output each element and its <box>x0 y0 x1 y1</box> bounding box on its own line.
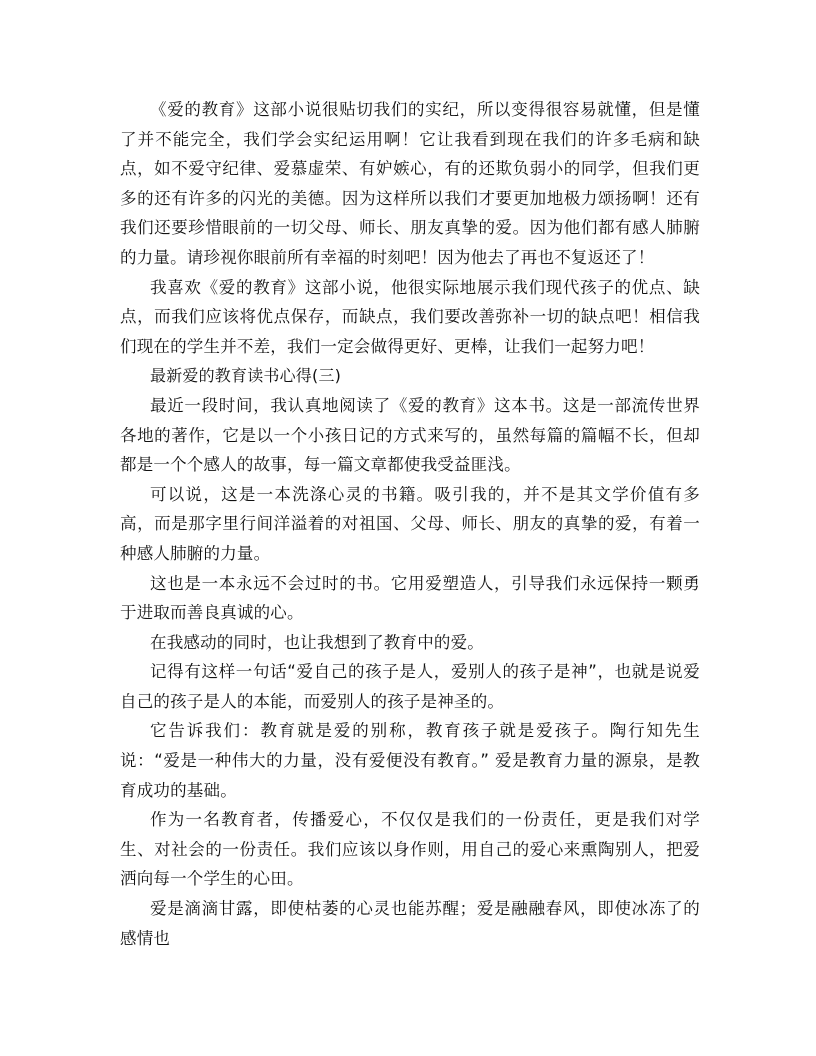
paragraph-like-novel: 我喜欢《爱的教育》这部小说，他很实际地展示我们现代孩子的优点、缺点，而我们应该将优点保存，而缺点，我们要改善弥补一切的缺点吧！相信我们现在的学生并不差，我们一定会做得更好、更棒，让我们一起努力吧！ <box>120 277 700 356</box>
section-heading: 最新爱的教育读书心得(三) <box>150 366 342 386</box>
document-page <box>120 95 700 953</box>
paragraph-moved: 在我感动的同时，也让我想到了教育中的爱。 <box>150 632 484 652</box>
paragraph-love-metaphor: 爱是滴滴甘露，即使枯萎的心灵也能苏醒；爱是融融春风，即使冰冻了的感情也 <box>120 899 700 948</box>
paragraph-soul-cleansing: 可以说，这是一本洗涤心灵的书籍。吸引我的，并不是其文学价值有多高，而是那字里行间洋溢着的对祖国、父母、师长、朋友的真挚的爱，有着一种感人肺腑的力量。 <box>120 484 700 563</box>
paragraph-education-love: 它告诉我们：教育就是爱的别称，教育孩子就是爱孩子。陶行知先生说：“爱是一种伟大的力量，没有爱便没有教育。” 爱是教育力量的源泉，是教育成功的基础。 <box>120 721 700 800</box>
paragraph-quote: 记得有这样一句话“爱自己的孩子是人，爱别人的孩子是神”，也就是说爱自己的孩子是人的本能，而爱别人的孩子是神圣的。 <box>120 662 700 711</box>
paragraph-recent-reading: 最近一段时间，我认真地阅读了《爱的教育》这本书。这是一部流传世界各地的著作，它是以一个小孩日记的方式来写的，虽然每篇的篇幅不长，但却都是一个个感人的故事，每一篇文章都使我受益匪浅。 <box>120 395 700 475</box>
paragraph-educator-role: 作为一名教育者，传播爱心，不仅仅是我们的一份责任，更是我们对学生、对社会的一份责任。我们应该以身作则，用自己的爱心来熏陶别人，把爱洒向每一个学生的心田。 <box>120 810 700 889</box>
paragraph-timeless-book: 这也是一本永远不会过时的书。它用爱塑造人，引导我们永远保持一颗勇于进取而善良真诚的心。 <box>120 573 700 623</box>
paragraph-book-review-intro: 《爱的教育》这部小说很贴切我们的实纪，所以变得很容易就懂，但是懂了并不能完全，我们学会实纪运用啊！它让我看到现在我们的许多毛病和缺点，如不爱守纪律、爱慕虚荣、有妒嫉心，有的还欺负弱小的同学，但我们更多的还有许多的闪光的美德。因为这样所以我们才要更加地极力颂扬啊！还有我们还要珍惜眼前的一切父母、师长、朋友真挚的爱。因为他们都有感人肺腑的力量。请珍视你眼前所有幸福的时刻吧！因为他去了再也不复返还了！ <box>120 100 700 267</box>
